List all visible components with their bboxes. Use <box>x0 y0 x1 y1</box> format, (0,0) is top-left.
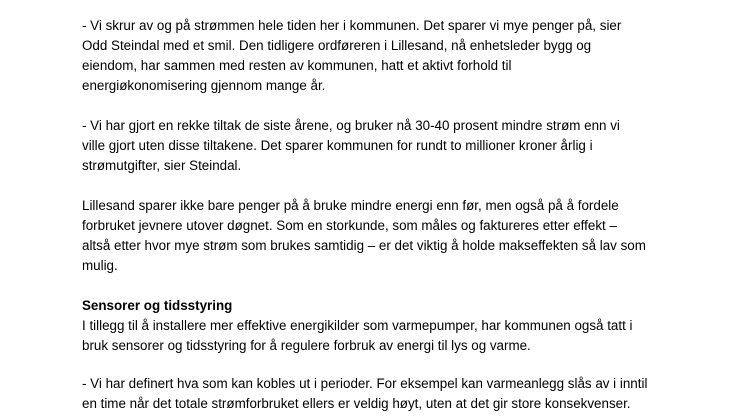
paragraph-savings-quote <box>82 116 682 176</box>
paragraph-load-distribution <box>82 196 682 276</box>
text-line: strømutgifter, sier Steindal. <box>82 158 242 173</box>
section-heading: Sensorer og tidsstyring <box>82 298 233 313</box>
text-line: en time når det totale strømforbruket ellers er veldig høyt, uten at det gir store konsekvenser. <box>82 396 631 411</box>
text-line: eiendom, har sammen med resten av kommunen, hatt et aktivt forhold til <box>82 58 512 73</box>
text-line: altså etter hvor mye strøm som brukes samtidig – er det viktig å holde makseffekten så lav som <box>82 238 646 253</box>
text-line: energiøkonomisering gjennom mange år. <box>82 78 326 93</box>
text-line: ville gjort uten disse tiltakene. Det sparer kommunen for rundt to millioner kroner årlig i <box>82 138 593 153</box>
section-sensors <box>82 296 682 356</box>
text-line: I tillegg til å installere mer effektive energikilder som varmepumper, har kommunen også tatt i <box>82 318 633 333</box>
text-line: - Vi har definert hva som kan kobles ut i perioder. For eksempel kan varmeanlegg slås av i inntil <box>82 376 648 391</box>
text-line: - Vi skrur av og på strømmen hele tiden her i kommunen. Det sparer vi mye penger på, sier <box>82 18 622 33</box>
text-line: - Vi har gjort en rekke tiltak de siste årene, og bruker nå 30-40 prosent mindre strøm enn vi <box>82 118 620 133</box>
text-line: forbruket jevnere utover døgnet. Som en storkunde, som måles og faktureres etter effekt – <box>82 218 617 233</box>
text-line: mulig. <box>82 258 118 273</box>
text-line: bruk sensorer og tidsstyring for å regulere forbruk av energi til lys og varme. <box>82 338 531 353</box>
text-line: Odd Steindal med et smil. Den tidligere ordføreren i Lillesand, nå enhetsleder bygg og <box>82 38 592 53</box>
text-line: Lillesand sparer ikke bare penger på å bruke mindre energi enn før, men også på å fordele <box>82 198 619 213</box>
paragraph-disconnect-quote <box>82 374 682 414</box>
paragraph-quote-steindal <box>82 16 682 96</box>
